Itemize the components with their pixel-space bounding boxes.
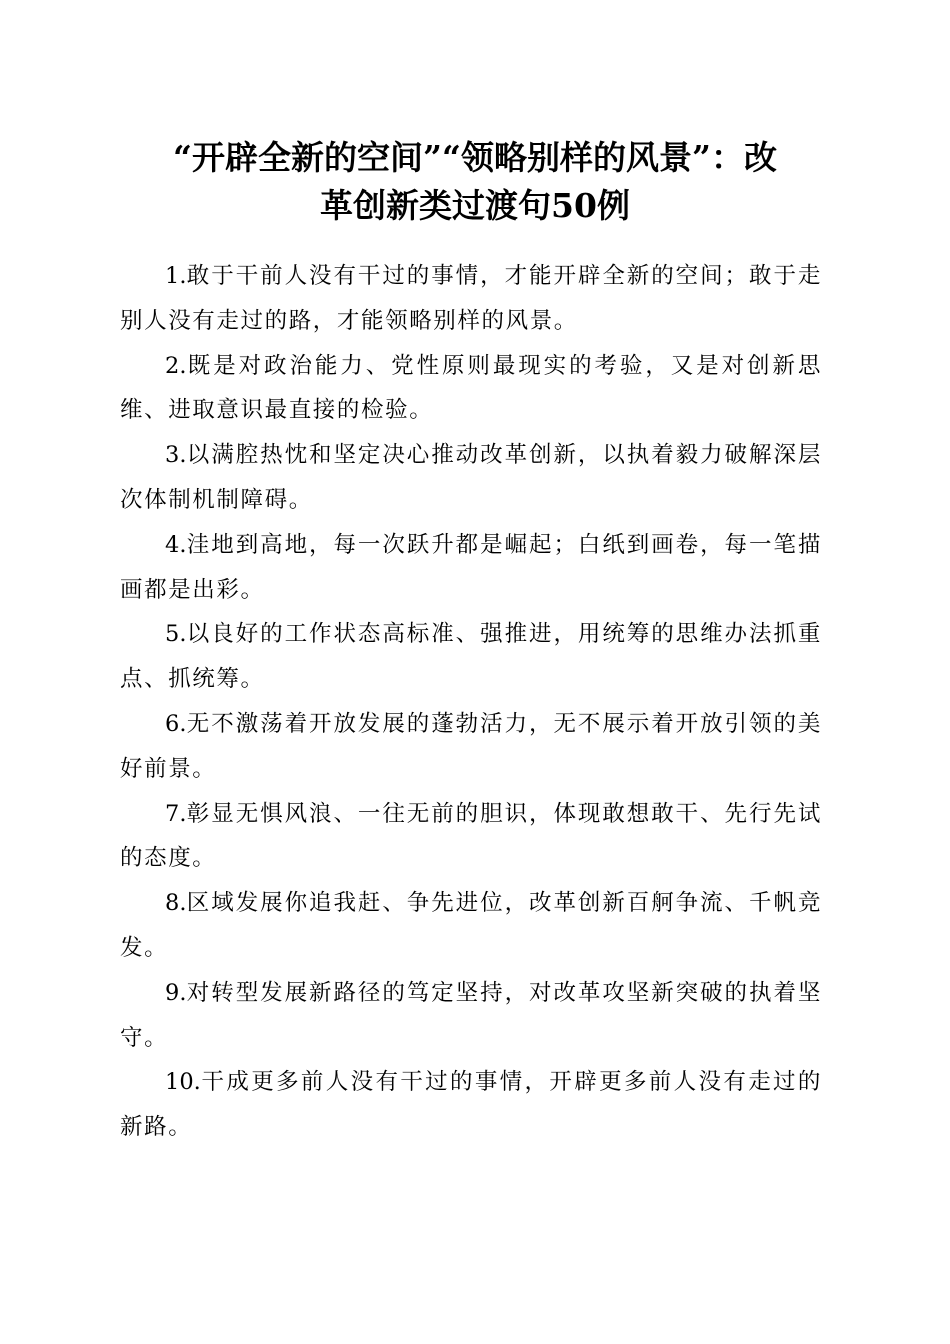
list-item xyxy=(120,792,822,882)
item-text: 区域发展你追我赶、争先进位，改革创新百舸争流、千帆竞发。 xyxy=(120,890,822,961)
document-title xyxy=(110,134,840,230)
list-item xyxy=(120,702,822,792)
item-text: 以良好的工作状态高标准、强推进，用统筹的思维办法抓重点、抓统筹。 xyxy=(120,621,822,693)
list-item xyxy=(120,523,822,613)
item-number: 6. xyxy=(165,710,187,737)
item-number: 2. xyxy=(165,352,187,379)
item-number: 7. xyxy=(165,800,187,827)
item-text: 彰显无惧风浪、一往无前的胆识，体现敢想敢干、先行先试的态度。 xyxy=(120,800,822,872)
list-item xyxy=(120,1060,822,1150)
document-body xyxy=(120,254,822,1150)
item-number: 4. xyxy=(165,531,187,558)
item-text: 敢于干前人没有干过的事情，才能开辟全新的空间；敢于走别人没有走过的路，才能领略别样的风景。 xyxy=(120,263,822,334)
item-number: 3. xyxy=(165,442,187,469)
item-text: 干成更多前人没有干过的事情，开辟更多前人没有走过的新路。 xyxy=(120,1069,822,1141)
item-text: 以满腔热忱和坚定决心推动改革创新，以执着毅力破解深层次体制机制障碍。 xyxy=(120,442,822,513)
item-text: 无不激荡着开放发展的蓬勃活力，无不展示着开放引领的美好前景。 xyxy=(120,710,822,782)
list-item xyxy=(120,881,822,971)
item-number: 5. xyxy=(165,621,187,648)
item-number: 10. xyxy=(165,1069,201,1096)
item-text: 洼地到高地，每一次跃升都是崛起；白纸到画卷，每一笔描画都是出彩。 xyxy=(120,531,822,603)
list-item xyxy=(120,254,822,344)
item-text: 对转型发展新路径的笃定坚持，对改革攻坚新突破的执着坚守。 xyxy=(120,979,822,1051)
item-number: 8. xyxy=(165,890,187,917)
item-text: 既是对政治能力、党性原则最现实的考验，又是对创新思维、进取意识最直接的检验。 xyxy=(120,352,822,424)
item-number: 9. xyxy=(165,979,187,1006)
list-item xyxy=(120,612,822,702)
title-line-1: “开辟全新的空间”“领略别样的风景”：改 xyxy=(173,138,777,177)
list-item xyxy=(120,344,822,434)
title-line-2: 革创新类过渡句50例 xyxy=(320,186,630,225)
item-number: 1. xyxy=(165,263,187,289)
list-item xyxy=(120,971,822,1061)
list-item xyxy=(120,433,822,523)
